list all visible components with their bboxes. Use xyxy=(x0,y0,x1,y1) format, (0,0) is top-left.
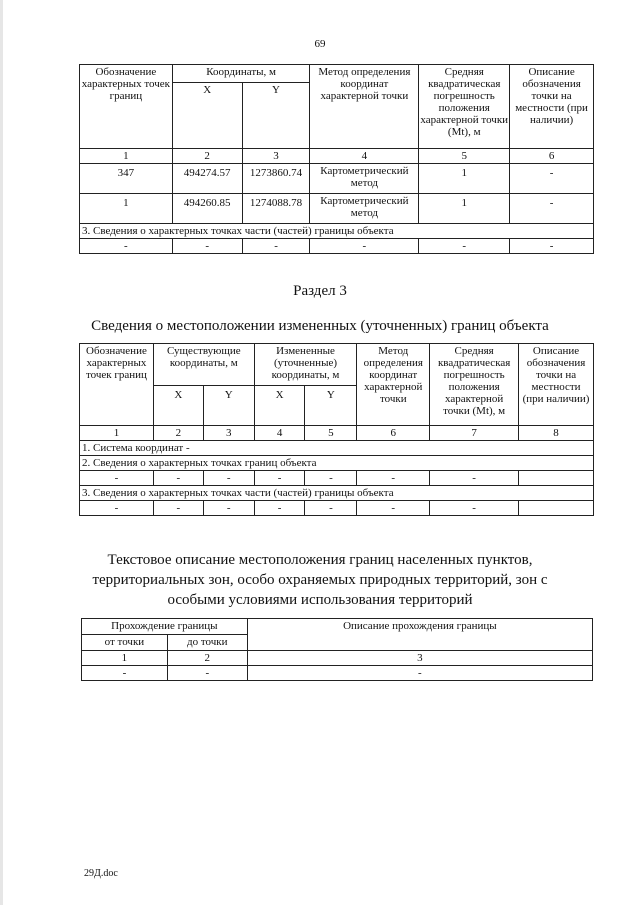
points-table xyxy=(79,64,594,254)
table-row xyxy=(80,501,594,516)
changed-points-table xyxy=(79,343,594,516)
col-number: 1 xyxy=(82,651,168,666)
cell: - xyxy=(80,239,173,254)
cell: - xyxy=(203,501,254,516)
point-error: 1 xyxy=(419,194,510,224)
col-number: 7 xyxy=(430,426,519,441)
col-number: 2 xyxy=(172,149,242,164)
point-id: 347 xyxy=(80,164,173,194)
cell: - xyxy=(254,471,305,486)
header-changed: Измененные (уточненные) координаты, м xyxy=(254,344,357,386)
col-number: 5 xyxy=(419,149,510,164)
part-heading: 3. Сведения о характерных точках части (частей) границы объекта xyxy=(80,486,594,501)
header-designation: Обозначение характерных точек границ xyxy=(80,65,173,149)
cell: - xyxy=(80,471,154,486)
point-description: - xyxy=(510,164,594,194)
point-y: 1274088.78 xyxy=(242,194,310,224)
cell: - xyxy=(510,239,594,254)
col-number: 6 xyxy=(357,426,430,441)
col-number: 3 xyxy=(247,651,592,666)
table-row xyxy=(80,194,594,224)
cell: - xyxy=(305,501,357,516)
point-id: 1 xyxy=(80,194,173,224)
header-designation: Обозначение характерных точек границ xyxy=(80,344,154,426)
part-heading: 3. Сведения о характерных точках части (частей) границы объекта xyxy=(80,224,594,239)
page-number: 69 xyxy=(314,38,326,50)
header-description: Описание обозначения точки на местности (при наличии) xyxy=(519,344,594,426)
cell: - xyxy=(357,471,430,486)
scan-edge xyxy=(0,0,3,905)
cell: - xyxy=(172,239,242,254)
header-y: Y xyxy=(203,386,254,426)
table-row xyxy=(80,239,594,254)
header-y: Y xyxy=(242,83,310,149)
point-method: Картометрический метод xyxy=(310,194,419,224)
header-to: до точки xyxy=(167,635,247,651)
col-number: 4 xyxy=(310,149,419,164)
point-error: 1 xyxy=(419,164,510,194)
cell: - xyxy=(247,666,592,681)
col-number: 5 xyxy=(305,426,357,441)
point-x: 494274.57 xyxy=(172,164,242,194)
header-y: Y xyxy=(305,386,357,426)
boundary-passage-table xyxy=(81,618,593,681)
cell xyxy=(519,501,594,516)
col-number: 3 xyxy=(203,426,254,441)
col-number: 3 xyxy=(242,149,310,164)
header-description: Описание обозначения точки на местности (при наличии) xyxy=(510,65,594,149)
cell: - xyxy=(357,501,430,516)
table-row xyxy=(80,471,594,486)
col-number: 6 xyxy=(510,149,594,164)
table-row xyxy=(82,666,593,681)
header-x: X xyxy=(172,83,242,149)
system-row: 1. Система координат - xyxy=(80,441,594,456)
col-number: 2 xyxy=(167,651,247,666)
cell: - xyxy=(167,666,247,681)
header-x: X xyxy=(254,386,305,426)
point-description: - xyxy=(510,194,594,224)
header-error: Средняя квадратическая погрешность положения характерной точки (Mt), м xyxy=(430,344,519,426)
cell: - xyxy=(153,471,203,486)
point-method: Картометрический метод xyxy=(310,164,419,194)
cell xyxy=(519,471,594,486)
file-name-footer: 29Д.doc xyxy=(84,868,118,879)
header-from: от точки xyxy=(82,635,168,651)
header-error: Средняя квадратическая погрешность положения характерной точки (Mt), м xyxy=(419,65,510,149)
header-passage-description: Описание прохождения границы xyxy=(247,619,592,651)
header-method: Метод определения координат характерной точки xyxy=(310,65,419,149)
header-passage: Прохождение границы xyxy=(82,619,248,635)
cell: - xyxy=(254,501,305,516)
cell: - xyxy=(80,501,154,516)
cell: - xyxy=(82,666,168,681)
col-number: 4 xyxy=(254,426,305,441)
col-number: 2 xyxy=(153,426,203,441)
section-subtitle: Сведения о местоположении измененных (уточненных) границ объекта xyxy=(91,318,549,334)
cell: - xyxy=(430,501,519,516)
cell: - xyxy=(430,471,519,486)
table-row xyxy=(80,164,594,194)
cell: - xyxy=(242,239,310,254)
cell: - xyxy=(310,239,419,254)
col-number: 1 xyxy=(80,426,154,441)
point-y: 1273860.74 xyxy=(242,164,310,194)
cell: - xyxy=(305,471,357,486)
header-method: Метод определения координат характерной точки xyxy=(357,344,430,426)
cell: - xyxy=(203,471,254,486)
points-heading: 2. Сведения о характерных точках границ объекта xyxy=(80,456,594,471)
text-description-heading: Текстовое описание местоположения границ населенных пунктов, территориальных зон, особо охраняемых природных территорий, зон с особыми условиями использования территорий xyxy=(92,552,548,608)
header-coordinates: Координаты, м xyxy=(172,65,310,83)
header-x: X xyxy=(153,386,203,426)
section-title: Раздел 3 xyxy=(293,283,347,299)
col-number: 1 xyxy=(80,149,173,164)
cell: - xyxy=(419,239,510,254)
col-number: 8 xyxy=(519,426,594,441)
cell: - xyxy=(153,501,203,516)
header-existing: Существующие координаты, м xyxy=(153,344,254,386)
point-x: 494260.85 xyxy=(172,194,242,224)
